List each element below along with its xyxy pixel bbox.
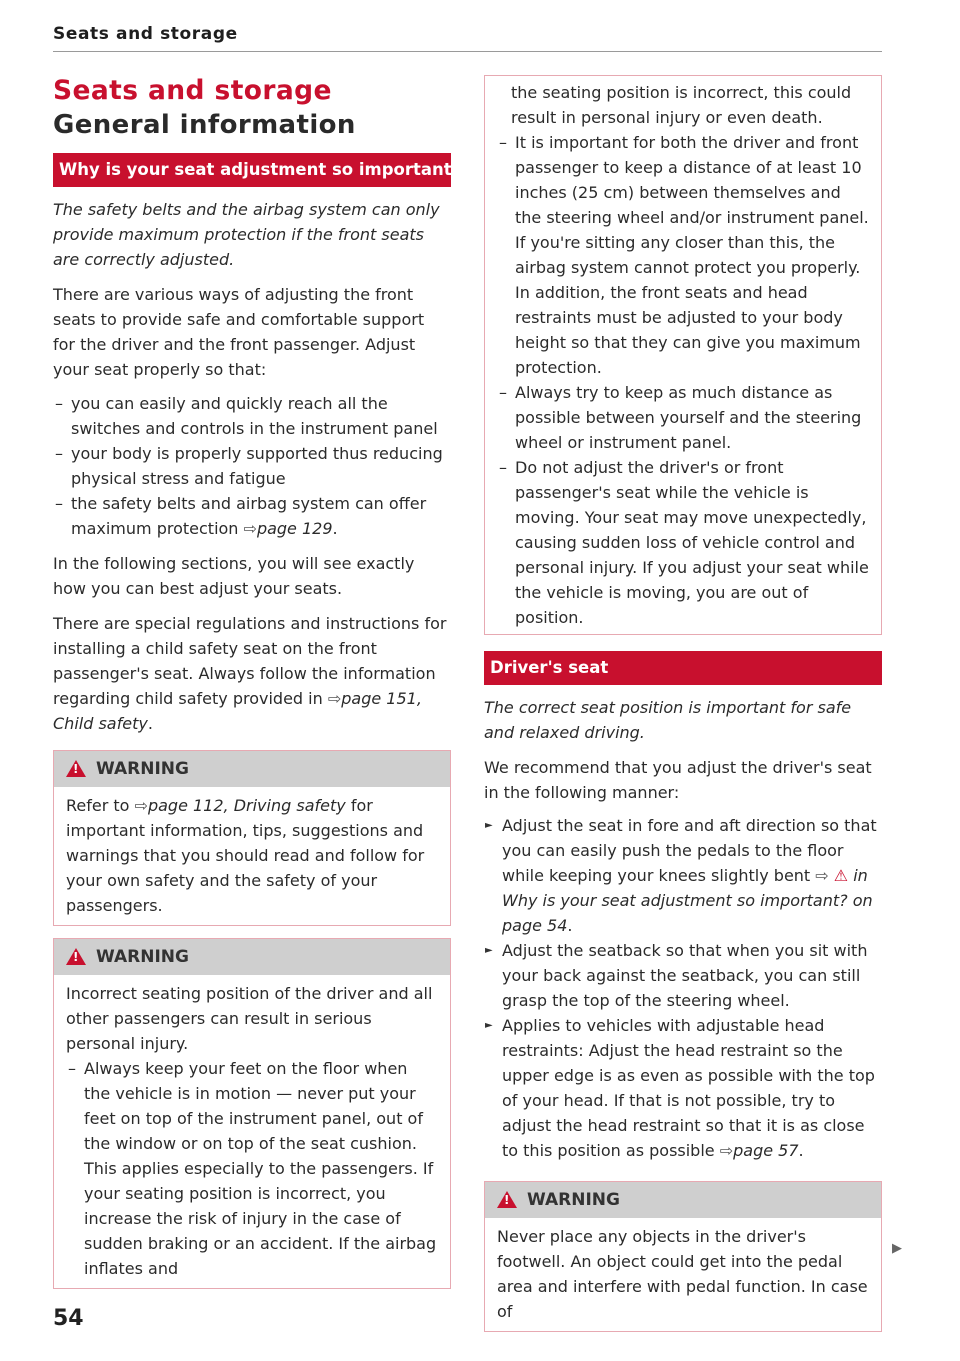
reference-arrow-icon: ⇨ [815, 866, 829, 885]
warning-text: Never place any objects in the driver's footwell. An object could get into the pedal area and interfere with pedal function. In case of [497, 1227, 868, 1321]
section-subtitle: General information [53, 109, 356, 140]
step-item: ► Adjust the seat in fore and aft direction so that you can easily push the pedals to the floor while keeping your knees slightly bent ⇨ ⚠ in Why is your seat adjustment so important? on page 54. [484, 813, 882, 938]
warning-list [66, 1056, 438, 1281]
continue-arrow-icon: ▶ [892, 1241, 902, 1256]
warning-triangle-icon [66, 760, 86, 777]
warning-header [54, 751, 450, 787]
warning-symbol-icon: ⚠ [833, 866, 849, 885]
warning-text [66, 793, 438, 918]
warning-header [54, 939, 450, 975]
topic-heading-seat-adjustment: Why is your seat adjustment so important? [53, 153, 451, 187]
warning-header [485, 1182, 881, 1218]
warning-title: WARNING [527, 1190, 620, 1210]
lead-paragraph: The safety belts and the airbag system can only provide maximum protection if the front seats are correctly adjusted. [53, 199, 440, 269]
page-number: 54 [53, 1306, 84, 1331]
warning-triangle-icon [66, 948, 86, 965]
topic-heading-drivers-seat: Driver's seat [484, 651, 882, 685]
driving-safety-link[interactable]: page 112, Driving safety [147, 795, 346, 815]
list-item: – Always try to keep as much distance as possible between yourself and the steering wheel or instrument panel. [497, 380, 869, 455]
reference-arrow-icon: ⇨ [327, 688, 342, 708]
following-paragraph: In the following sections, you will see exactly how you can best adjust your seats. [53, 553, 415, 598]
step-item: ► Applies to vehicles with adjustable head restraints: Adjust the head restraint so the upper edge is as even as possible with the top of your head. If that is not possible, try to adjust the head restraint so that it is as close to this position as possible ⇨page 57. [484, 1013, 882, 1163]
warning-body [485, 1218, 881, 1331]
warning-triangle-icon [497, 1191, 517, 1208]
header-rule [53, 51, 882, 52]
warning-list [497, 130, 869, 630]
step-item: ► Adjust the seatback so that when you sit with your back against the seatback, you can still grasp the top of the steering wheel. [484, 938, 882, 1013]
list-item: – It is important for both the driver and front passenger to keep a distance of at least 10 inches (25 cm) between themselves and the steering wheel and/or instrument panel. If you're sitting any closer than this, the airbag system cannot protect you properly. In addition, the front seats and head restraints must be adjusted to your body height so that they can give you maximum protection. [497, 130, 869, 380]
warning-box-continued [484, 75, 882, 635]
warning-title: WARNING [96, 758, 189, 779]
list-item-text: the safety belts and airbag system can offer maximum protection [71, 493, 427, 538]
left-column [53, 75, 462, 1289]
list-item: – Always keep your feet on the floor when the vehicle is in motion — never put your feet on top of the instrument panel, out of the window or on top of the seat cushion. This applies especially to the passengers. If your seating position is incorrect, you increase the risk of injury in the case of sudden braking or an accident. If the airbag inflates and [66, 1056, 438, 1281]
list-item: – your body is properly supported thus reducing physical stress and fatigue [53, 441, 451, 491]
lead-paragraph: The correct seat position is important for safe and relaxed driving. [484, 698, 852, 742]
adjust-reasons-list [53, 391, 451, 541]
continued-text: the seating position is incorrect, this could result in personal injury or even death. [511, 83, 852, 127]
child-safety-paragraph: There are special regulations and instructions for installing a child safety seat on the front passenger's seat. Always follow the information regarding child safety provided in ⇨page 151, Child safety. [53, 613, 447, 733]
reference-arrow-icon: ⇨ [243, 518, 257, 538]
page-reference-link[interactable]: page 129 [256, 518, 333, 538]
warning-text-pre: Refer to [66, 795, 130, 815]
reference-arrow-icon: ⇨ [134, 795, 148, 815]
warning-box-footwell [484, 1181, 882, 1332]
right-column [484, 75, 882, 1332]
child-safety-link[interactable]: page 151, Child safety [53, 688, 422, 733]
list-item: – you can easily and quickly reach all the switches and controls in the instrument panel [53, 391, 451, 441]
warning-title: WARNING [96, 946, 189, 967]
reference-arrow-icon: ⇨ [719, 1141, 734, 1160]
warning-body [54, 787, 450, 925]
running-header: Seats and storage [53, 24, 238, 44]
warning-box-driving-safety [53, 750, 451, 926]
intro-paragraph: There are various ways of adjusting the front seats to provide safe and comfortable support for the driver and the front passenger. Adjust your seat properly so that: [53, 284, 425, 379]
warning-reference-link[interactable]: in Why is your seat adjustment so important? on page 54 [502, 866, 873, 935]
step-text: Applies to vehicles with adjustable head restraints: Adjust the head restraint so the upper edge is as even as possible with the top of your head. If that is not possible, try to adjust the head restraint so that it is as close to this position as possible [502, 1016, 875, 1160]
step-text: Adjust the seat in fore and aft direction so that you can easily push the pedals to the floor while keeping your knees slightly bent [502, 816, 877, 885]
list-item: – Do not adjust the driver's or front passenger's seat while the vehicle is moving. Your seat may move unexpectedly, causing sudden loss of vehicle control and personal injury. If you adjust your seat while the vehicle is moving, you are out of position. [497, 455, 869, 630]
warning-body [54, 975, 450, 1288]
child-safety-text: There are special regulations and instructions for installing a child safety seat on the front passenger's seat. Always follow the information regarding child safety provided in [53, 613, 447, 708]
section-title: Seats and storage [53, 75, 332, 106]
warning-box-seating-position [53, 938, 451, 1289]
adjustment-steps-list [484, 813, 882, 1163]
recommend-paragraph: We recommend that you adjust the driver's seat in the following manner: [484, 758, 872, 802]
warning-intro: Incorrect seating position of the driver and all other passengers can result in serious personal injury. [66, 983, 433, 1053]
list-item: – the safety belts and airbag system can offer maximum protection ⇨page 129. [53, 491, 451, 541]
head-restraint-link[interactable]: page 57 [733, 1141, 799, 1160]
warning-text-post: for important information, tips, suggestions and warnings that you should read and follow for your own safety and the safety of your passengers. [66, 795, 425, 915]
